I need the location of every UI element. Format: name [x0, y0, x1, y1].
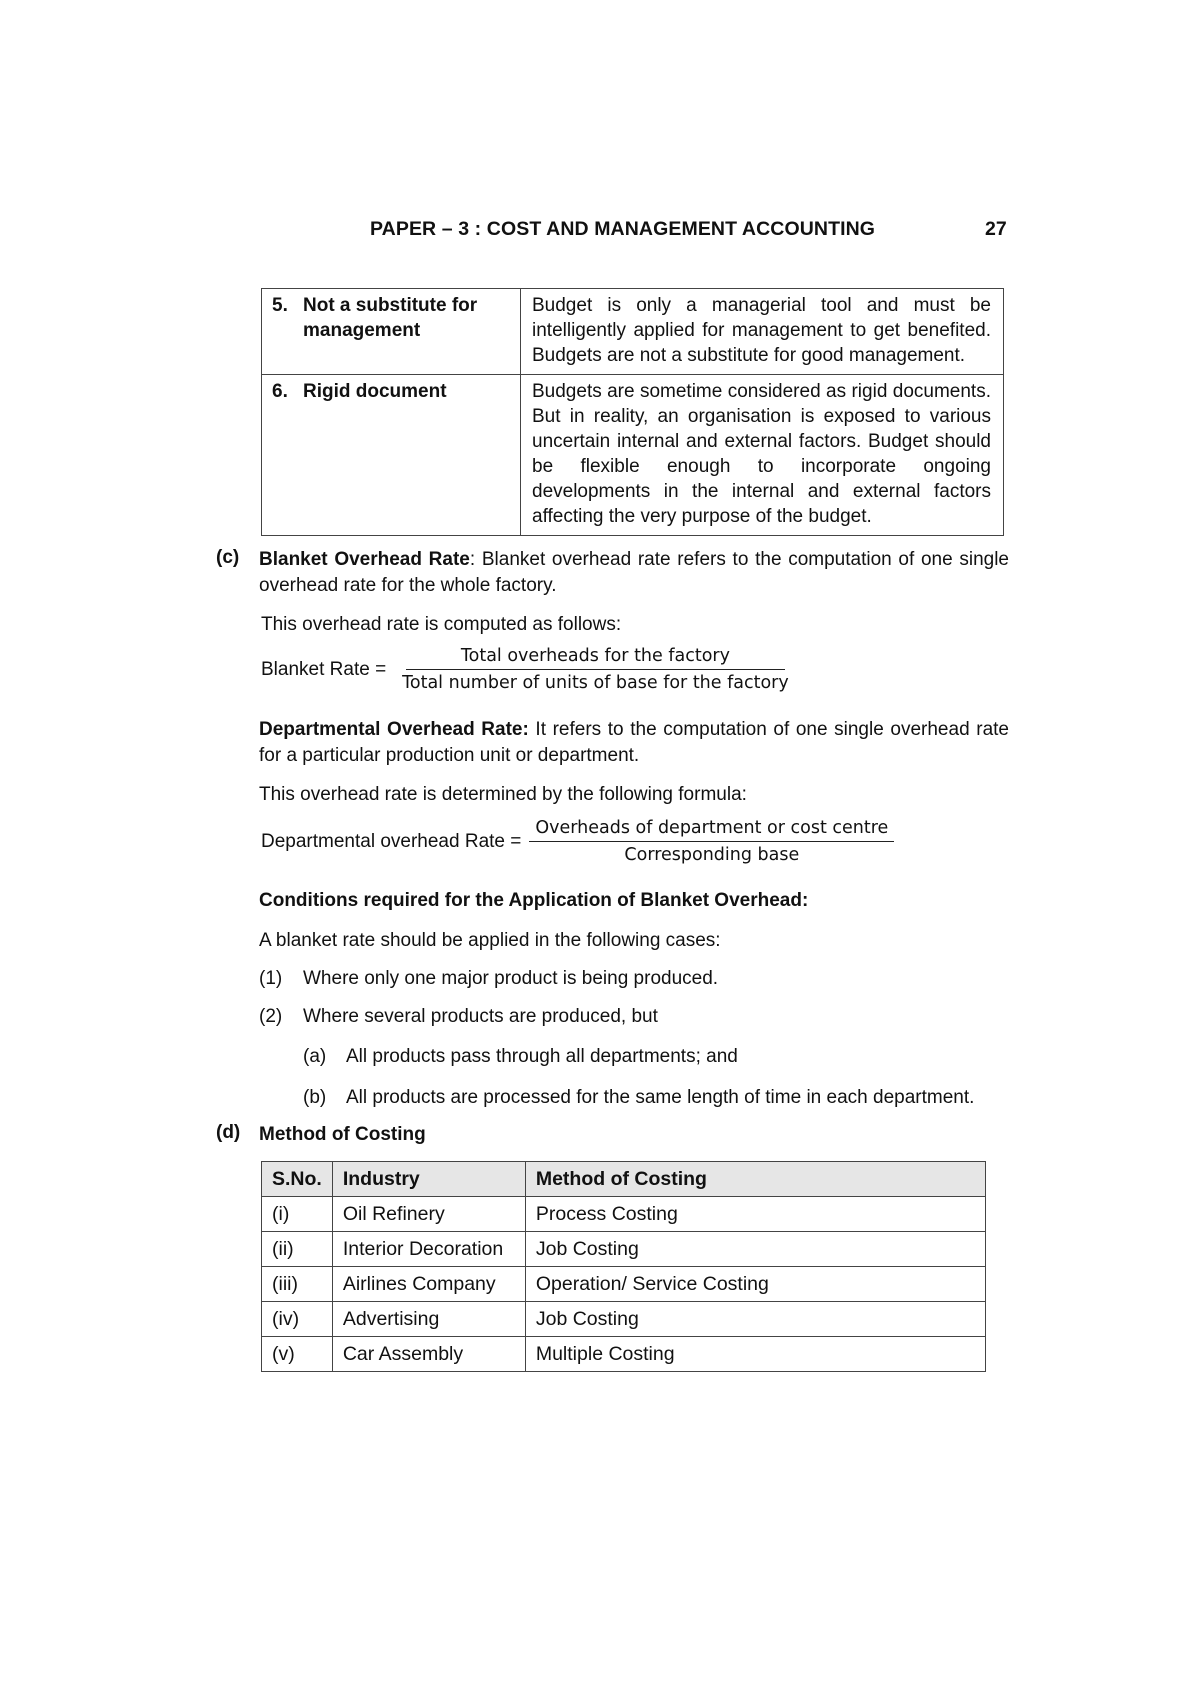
table-row [262, 1232, 986, 1267]
table-cell: Process Costing [525, 1197, 985, 1232]
table-cell: Multiple Costing [525, 1337, 985, 1372]
determined-by-text: This overhead rate is determined by the following formula: [259, 784, 747, 805]
departmental-rate-heading: Departmental Overhead Rate: [259, 719, 529, 740]
limitation-number: 5. [272, 295, 288, 316]
table-row [262, 1197, 986, 1232]
condition-number: (1) [259, 968, 283, 989]
page-number: 27 [985, 218, 1007, 240]
table-row [262, 1302, 986, 1337]
limitation-title-cell [262, 289, 521, 375]
formula-lhs: Departmental overhead Rate = [261, 830, 522, 852]
budget-limitations-table [261, 288, 1004, 536]
sub-condition-text: All products pass through all departments; and [346, 1046, 738, 1067]
formula-fraction [529, 818, 894, 865]
table-cell: Interior Decoration [332, 1232, 525, 1267]
sub-condition-text: All products are processed for the same length of time in each department. [346, 1087, 975, 1108]
section-c-label: (c) [216, 547, 240, 568]
limitation-description: Budgets are sometime considered as rigid documents. But in reality, an organisation is exposed to various uncertain internal and external factors. Budget should be flexible enough to incorporate ongoing developments in the internal and external factors affecting the very purpose of the budget. [521, 375, 1004, 536]
limitation-description: Budget is only a managerial tool and must be intelligently applied for management to get benefited. Budgets are not a substitute for good management. [521, 289, 1004, 375]
table-row [262, 1267, 986, 1302]
table-cell: (iii) [262, 1267, 333, 1302]
table-cell: Oil Refinery [332, 1197, 525, 1232]
conditions-heading: Conditions required for the Application of Blanket Overhead: [259, 890, 809, 911]
table-header-row [262, 1162, 986, 1197]
sub-condition-number: (b) [303, 1087, 327, 1108]
formula-lhs: Blanket Rate = [261, 658, 387, 680]
method-of-costing-table [261, 1161, 986, 1372]
departmental-rate-intro: It refers to the computation of one single overhead rate for a particular production unit or department. [259, 719, 1009, 766]
limitation-title: Rigid document [303, 381, 447, 402]
condition-text: Where only one major product is being produced. [303, 968, 719, 989]
table-cell: Advertising [332, 1302, 525, 1337]
table-cell: Airlines Company [332, 1267, 525, 1302]
limitation-number: 6. [272, 381, 288, 402]
page-header-title: PAPER – 3 : COST AND MANAGEMENT ACCOUNTING [370, 218, 876, 240]
formula-numerator: Total overheads for the factory [406, 646, 785, 670]
blanket-overhead-intro: : Blanket overhead rate refers to the computation of one single overhead rate for the whole factory. [259, 549, 1009, 596]
section-d-label: (d) [216, 1122, 241, 1143]
table-cell: (ii) [262, 1232, 333, 1267]
conditions-intro: A blanket rate should be applied in the following cases: [259, 930, 721, 951]
table-row [262, 289, 1004, 375]
blanket-overhead-heading: Blanket Overhead Rate [259, 549, 470, 570]
column-header: Method of Costing [525, 1162, 985, 1197]
blanket-overhead-definition [259, 547, 1009, 599]
sub-condition-number: (a) [303, 1046, 327, 1067]
table-row [262, 375, 1004, 536]
formula-denominator: Total number of units of base for the factory [402, 673, 789, 693]
table-cell: Car Assembly [332, 1337, 525, 1372]
blanket-rate-formula [261, 646, 795, 693]
method-of-costing-heading: Method of Costing [259, 1124, 426, 1145]
condition-text: Where several products are produced, but [303, 1006, 658, 1027]
table-cell: (i) [262, 1197, 333, 1232]
column-header: S.No. [262, 1162, 333, 1197]
table-row [262, 1337, 986, 1372]
formula-numerator: Overheads of department or cost centre [529, 818, 894, 842]
computed-as-text: This overhead rate is computed as follows: [261, 614, 622, 635]
table-cell: Job Costing [525, 1232, 985, 1267]
limitation-title: Not a substitute for [303, 295, 478, 316]
formula-fraction [396, 646, 795, 693]
table-cell: Job Costing [525, 1302, 985, 1337]
column-header: Industry [332, 1162, 525, 1197]
condition-number: (2) [259, 1006, 283, 1027]
limitation-title-cell [262, 375, 521, 536]
table-cell: (v) [262, 1337, 333, 1372]
table-cell: (iv) [262, 1302, 333, 1337]
departmental-rate-formula [261, 818, 894, 865]
limitation-title: management [303, 320, 421, 341]
formula-denominator: Corresponding base [624, 845, 800, 865]
table-cell: Operation/ Service Costing [525, 1267, 985, 1302]
departmental-rate-definition [259, 717, 1009, 769]
